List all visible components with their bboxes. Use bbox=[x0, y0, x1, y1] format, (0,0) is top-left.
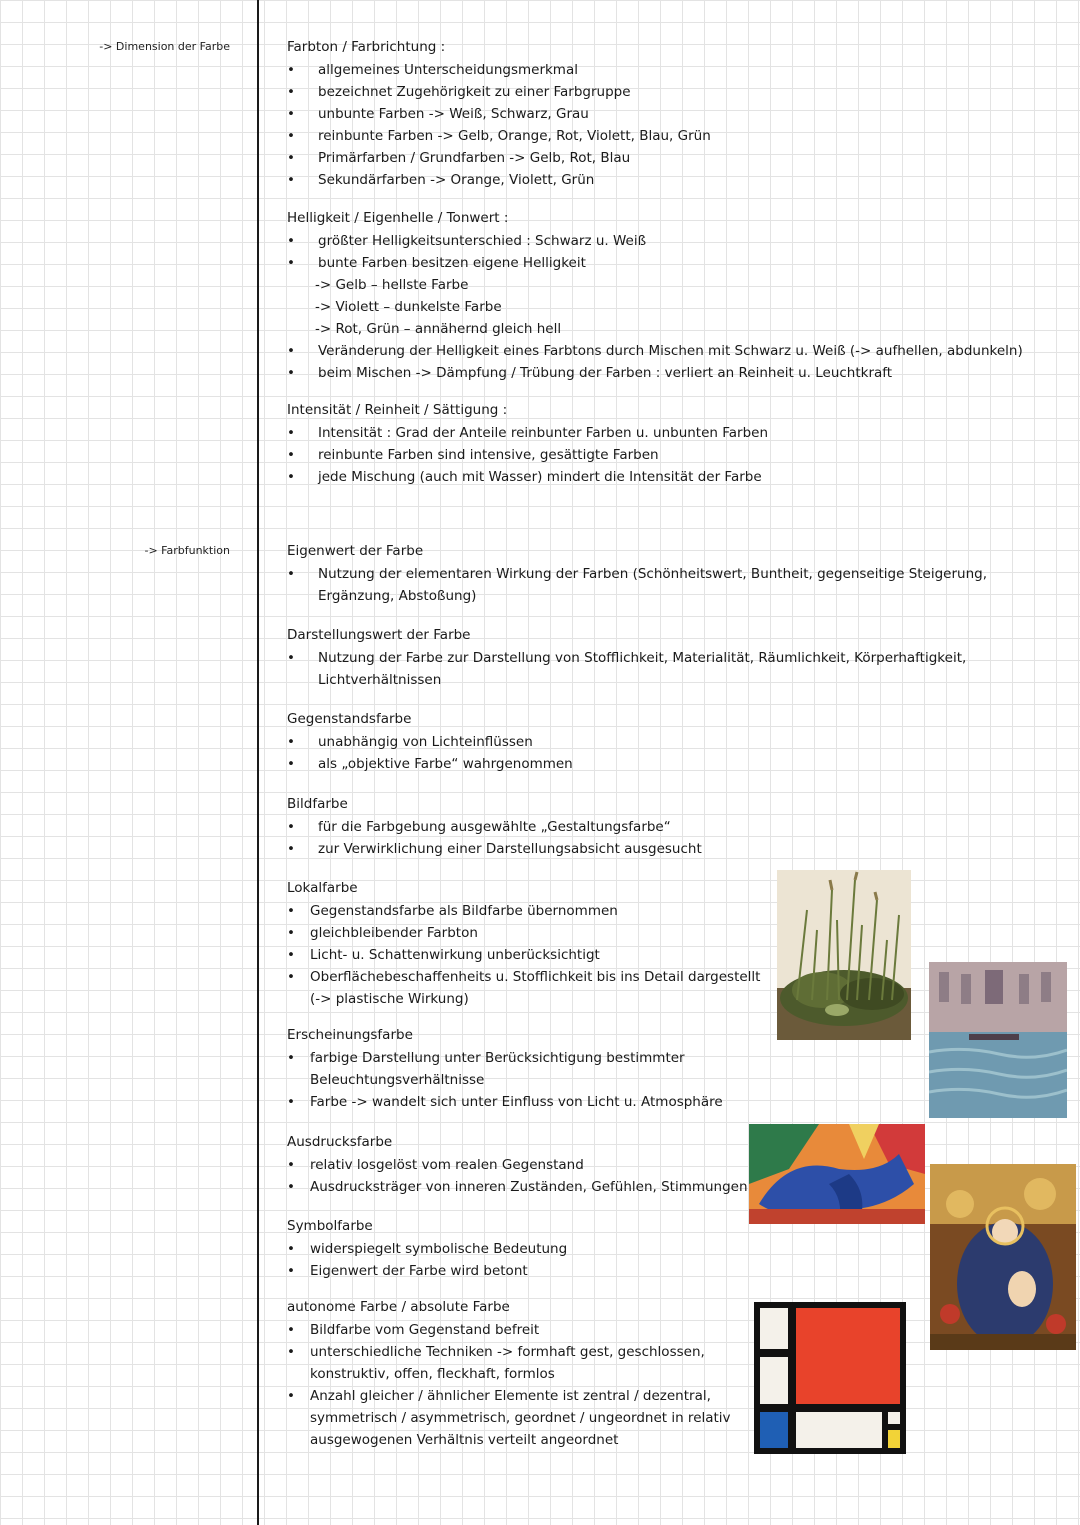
blue-horse-painting-image bbox=[749, 1124, 925, 1224]
list-item: • Oberflächebeschaffenheits u. Stofflichkeit bis ins Detail dargestellt (-> plastische Wirkung) bbox=[287, 966, 769, 1010]
section-ausdrucksfarbe bbox=[287, 1132, 748, 1198]
section-darstellungswert bbox=[287, 625, 1007, 691]
list-item: • Licht- u. Schattenwirkung unberücksichtigt bbox=[287, 944, 769, 966]
list-symbolfarbe bbox=[287, 1238, 727, 1282]
list-item: • Ausdrucksträger von inneren Zuständen, Gefühlen, Stimmungen bbox=[287, 1176, 742, 1198]
section-erscheinungsfarbe bbox=[287, 1025, 727, 1113]
section-eigenwert bbox=[287, 541, 1007, 607]
section-symbolfarbe bbox=[287, 1216, 727, 1282]
heading-bildfarbe: Bildfarbe bbox=[287, 796, 348, 812]
list-item: • gleichbleibender Farbton bbox=[287, 922, 769, 944]
list-item: • unterschiedliche Techniken -> formhaft gest, geschlossen, konstruktiv, offen, fleckhaft, formlos bbox=[287, 1341, 737, 1385]
list-eigenwert bbox=[287, 563, 1007, 607]
section-lokalfarbe bbox=[287, 878, 769, 1010]
madonna-painting-image bbox=[930, 1164, 1076, 1350]
margin-label-dimension: -> Dimension der Farbe bbox=[99, 40, 230, 53]
list-item: • beim Mischen -> Dämpfung / Trübung der Farben : verliert an Reinheit u. Leuchtkraft bbox=[287, 362, 1057, 384]
section-autonome-farbe bbox=[287, 1297, 737, 1451]
list-item: • Nutzung der elementaren Wirkung der Farben (Schönheitswert, Buntheit, gegenseitige Steigerung, Ergänzung, Abstoßung) bbox=[287, 563, 1007, 607]
grass-painting-image bbox=[777, 870, 911, 1040]
list-item: • jede Mischung (auch mit Wasser) mindert die Intensität der Farbe bbox=[287, 466, 1057, 488]
section-farbton bbox=[287, 37, 1057, 191]
mondrian-blue-block bbox=[760, 1412, 788, 1448]
heading-eigenwert: Eigenwert der Farbe bbox=[287, 543, 424, 559]
list-item: • widerspiegelt symbolische Bedeutung bbox=[287, 1238, 727, 1260]
palazzo-water-painting-image bbox=[929, 962, 1067, 1118]
heading-ausdrucksfarbe: Ausdrucksfarbe bbox=[287, 1134, 393, 1150]
list-autonome-farbe bbox=[287, 1319, 737, 1451]
list-item: • relativ losgelöst vom realen Gegenstand bbox=[287, 1154, 742, 1176]
list-bildfarbe bbox=[287, 816, 1057, 860]
list-helligkeit bbox=[287, 230, 1057, 384]
list-subitem: -> Gelb – hellste Farbe bbox=[315, 277, 469, 293]
list-item: • Nutzung der Farbe zur Darstellung von Stofflichkeit, Materialität, Räumlichkeit, Körperhaftigkeit, Lichtverhältnissen bbox=[287, 647, 1007, 691]
list-item: • reinbunte Farben sind intensive, gesättigte Farben bbox=[287, 444, 1057, 466]
list-subitem: -> Rot, Grün – annähernd gleich hell bbox=[315, 321, 562, 337]
list-item: • zur Verwirklichung einer Darstellungsabsicht ausgesucht bbox=[287, 838, 1057, 860]
list-item: • Gegenstandsfarbe als Bildfarbe übernommen bbox=[287, 900, 769, 922]
heading-farbton: Farbton / Farbrichtung : bbox=[287, 39, 446, 55]
margin-label-farbfunktion: -> Farbfunktion bbox=[144, 544, 230, 557]
list-item: • bunte Farben besitzen eigene Helligkeit bbox=[287, 252, 1057, 274]
list-item: • unabhängig von Lichteinflüssen bbox=[287, 731, 1057, 753]
list-item: • Eigenwert der Farbe wird betont bbox=[287, 1260, 727, 1282]
heading-gegenstandsfarbe: Gegenstandsfarbe bbox=[287, 711, 412, 727]
section-gegenstandsfarbe bbox=[287, 709, 1057, 775]
heading-helligkeit: Helligkeit / Eigenhelle / Tonwert : bbox=[287, 210, 509, 226]
list-item: • Intensität : Grad der Anteile reinbunter Farben u. unbunten Farben bbox=[287, 422, 1057, 444]
heading-autonome-farbe: autonome Farbe / absolute Farbe bbox=[287, 1299, 510, 1315]
section-helligkeit bbox=[287, 208, 1057, 384]
heading-lokalfarbe: Lokalfarbe bbox=[287, 880, 358, 896]
list-item: • reinbunte Farben -> Gelb, Orange, Rot, Violett, Blau, Grün bbox=[287, 125, 1057, 147]
mondrian-yellow-block bbox=[888, 1430, 900, 1448]
list-item: • farbige Darstellung unter Berücksichtigung bestimmter Beleuchtungsverhältnisse bbox=[287, 1047, 727, 1091]
section-intensitaet bbox=[287, 400, 1057, 488]
mondrian-red-block bbox=[796, 1308, 900, 1404]
list-item: • Sekundärfarben -> Orange, Violett, Grün bbox=[287, 169, 1057, 191]
list-item: • allgemeines Unterscheidungsmerkmal bbox=[287, 59, 1057, 81]
list-item: • für die Farbgebung ausgewählte „Gestaltungsfarbe“ bbox=[287, 816, 1057, 838]
list-darstellungswert bbox=[287, 647, 1007, 691]
list-item: • unbunte Farben -> Weiß, Schwarz, Grau bbox=[287, 103, 1057, 125]
list-intensitaet bbox=[287, 422, 1057, 488]
list-item: • Bildfarbe vom Gegenstand befreit bbox=[287, 1319, 737, 1341]
heading-erscheinungsfarbe: Erscheinungsfarbe bbox=[287, 1027, 413, 1043]
list-subitem: -> Violett – dunkelste Farbe bbox=[315, 299, 502, 315]
list-ausdrucksfarbe bbox=[287, 1154, 748, 1198]
heading-symbolfarbe: Symbolfarbe bbox=[287, 1218, 373, 1234]
section-bildfarbe bbox=[287, 794, 1057, 860]
heading-darstellungswert: Darstellungswert der Farbe bbox=[287, 627, 471, 643]
list-item: • bezeichnet Zugehörigkeit zu einer Farbgruppe bbox=[287, 81, 1057, 103]
list-erscheinungsfarbe bbox=[287, 1047, 727, 1113]
list-farbton bbox=[287, 59, 1057, 191]
mondrian-composition-image bbox=[754, 1302, 906, 1454]
list-item: • Anzahl gleicher / ähnlicher Elemente ist zentral / dezentral, symmetrisch / asymmetrisch, geordnet / ungeordnet in relativ ausgewogenen Verhältnis verteilt angeordnet bbox=[287, 1385, 737, 1451]
list-item: • größter Helligkeitsunterschied : Schwarz u. Weiß bbox=[287, 230, 1057, 252]
list-item: • als „objektive Farbe“ wahrgenommen bbox=[287, 753, 1057, 775]
list-item: • Veränderung der Helligkeit eines Farbtons durch Mischen mit Schwarz u. Weiß (-> aufhellen, abdunkeln) bbox=[287, 340, 1057, 362]
list-item: • Primärfarben / Grundfarben -> Gelb, Rot, Blau bbox=[287, 147, 1057, 169]
heading-intensitaet: Intensität / Reinheit / Sättigung : bbox=[287, 402, 508, 418]
margin-line bbox=[257, 0, 259, 1525]
list-lokalfarbe bbox=[287, 900, 769, 1010]
list-gegenstandsfarbe bbox=[287, 731, 1057, 775]
list-item: • Farbe -> wandelt sich unter Einfluss von Licht u. Atmosphäre bbox=[287, 1091, 727, 1113]
